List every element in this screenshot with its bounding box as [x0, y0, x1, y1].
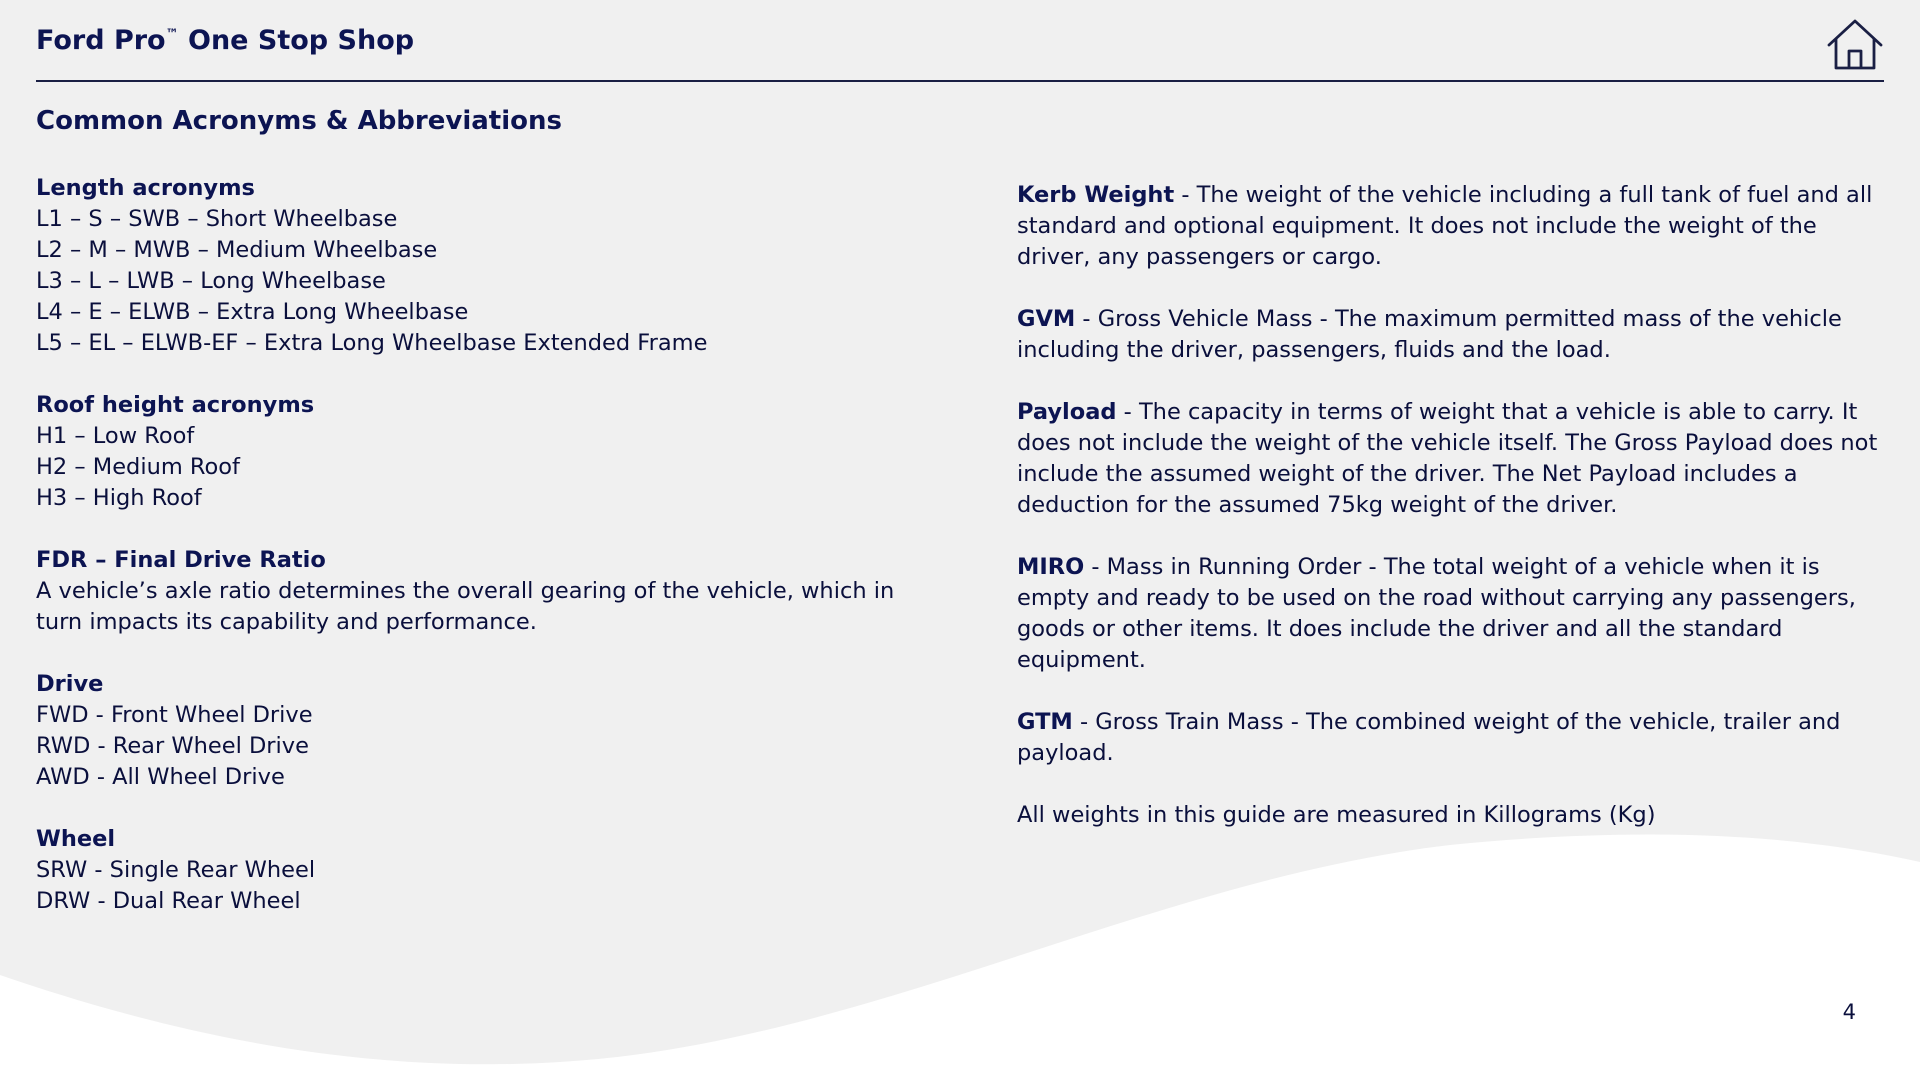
acronym-line: AWD - All Wheel Drive	[36, 764, 285, 790]
home-icon[interactable]	[1826, 18, 1884, 72]
definition-term: GTM	[1017, 709, 1073, 735]
definition-miro	[1017, 552, 1897, 676]
section-title: Drive	[36, 671, 104, 697]
brand-name: Ford Pro	[36, 25, 166, 56]
section-title: Wheel	[36, 826, 116, 852]
acronym-line: H3 – High Roof	[36, 485, 202, 511]
definition-text: - The capacity in terms of weight that a vehicle is able to carry. It does not include the weight of the vehicle itself. The Gross Payload does not include the assumed weight of the driver. The Net Payload includes a deduction for the assumed 75kg weight of the driver.	[1017, 399, 1878, 518]
definition-text: - Gross Vehicle Mass - The maximum permitted mass of the vehicle including the driver, passengers, fluids and the load.	[1017, 306, 1842, 363]
drive-section	[36, 669, 916, 793]
acronym-line: L3 – L – LWB – Long Wheelbase	[36, 268, 386, 294]
acronym-line: L2 – M – MWB – Medium Wheelbase	[36, 237, 438, 263]
definition-gtm	[1017, 707, 1897, 769]
definition-term: GVM	[1017, 306, 1076, 332]
length-acronyms-section	[36, 173, 916, 359]
acronym-line: H2 – Medium Roof	[36, 454, 240, 480]
acronym-line: L4 – E – ELWB – Extra Long Wheelbase	[36, 299, 469, 325]
roof-height-section	[36, 390, 916, 514]
acronym-line: L5 – EL – ELWB-EF – Extra Long Wheelbase Extended Frame	[36, 330, 708, 356]
definition-term: Payload	[1017, 399, 1117, 425]
page-title: Common Acronyms & Abbreviations	[36, 106, 562, 136]
definitions-column	[1017, 180, 1897, 862]
brand-title-rest: One Stop Shop	[178, 25, 415, 56]
definition-payload	[1017, 397, 1897, 521]
definition-text: - Gross Train Mass - The combined weight of the vehicle, trailer and payload.	[1017, 709, 1841, 766]
trademark-symbol: ™	[165, 27, 179, 42]
wheel-section	[36, 824, 916, 917]
brand-title	[36, 25, 414, 56]
definition-text: - Mass in Running Order - The total weight of a vehicle when it is empty and ready to be used on the road without carrying any passengers, goods or other items. It does include the driver and all the standard equipment.	[1017, 554, 1856, 673]
definition-kerb-weight	[1017, 180, 1897, 273]
page-number: 4	[1842, 1000, 1856, 1024]
acronym-line: DRW - Dual Rear Wheel	[36, 888, 301, 914]
description-line: A vehicle’s axle ratio determines the overall gearing of the vehicle, which in	[36, 578, 895, 604]
acronyms-column	[36, 173, 916, 948]
definition-term: Kerb Weight	[1017, 182, 1175, 208]
acronym-line: L1 – S – SWB – Short Wheelbase	[36, 206, 398, 232]
definition-gvm	[1017, 304, 1897, 366]
section-title: Length acronyms	[36, 175, 255, 201]
acronym-line: RWD - Rear Wheel Drive	[36, 733, 309, 759]
section-title: FDR – Final Drive Ratio	[36, 547, 326, 573]
definition-text: - The weight of the vehicle including a full tank of fuel and all standard and optional equipment. It does not include the weight of the driver, any passengers or cargo.	[1017, 182, 1873, 270]
weights-note: All weights in this guide are measured in Killograms (Kg)	[1017, 802, 1656, 828]
section-title: Roof height acronyms	[36, 392, 315, 418]
final-drive-ratio-section	[36, 545, 916, 638]
acronym-line: FWD - Front Wheel Drive	[36, 702, 313, 728]
description-line: turn impacts its capability and performance.	[36, 609, 537, 635]
header-bar	[36, 22, 1884, 82]
definition-term: MIRO	[1017, 554, 1085, 580]
acronym-line: SRW - Single Rear Wheel	[36, 857, 316, 883]
acronym-line: H1 – Low Roof	[36, 423, 195, 449]
